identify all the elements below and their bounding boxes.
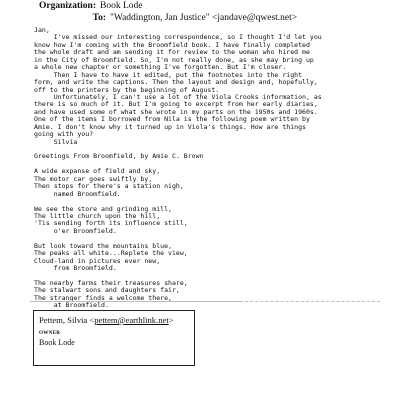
- letter-line: One of the items I borrowed from Nila is the following poem written by: [34, 115, 310, 124]
- letter-line: Then I have to have it edited, put the footnotes into the right: [34, 70, 303, 79]
- letter-line: a whole new chapter or something I've forgotten. But I'm closer.: [34, 63, 287, 72]
- signature-email-link[interactable]: pettem@earthlink.net: [94, 315, 169, 325]
- signature-box: [33, 310, 195, 366]
- signature-email-close: >: [168, 315, 174, 325]
- signature-name: [39, 315, 174, 325]
- signature-organization: Book Lode: [39, 338, 75, 347]
- letter-body: [34, 27, 384, 310]
- email-header: [38, 0, 297, 24]
- organization-label: Organization:: [39, 1, 96, 11]
- signature-owner-label: OWNER: [39, 330, 61, 336]
- letter-line: The little church upon the hill,: [34, 211, 161, 220]
- letter-line: The stranger finds a welcome there,: [34, 293, 172, 302]
- header-to-row: [38, 12, 297, 24]
- letter-line: named Broomfield.: [34, 189, 121, 198]
- letter-line: Cloud-land in pictures ever new,: [34, 256, 161, 265]
- letter-line: The stalwart sons and daughters fair,: [34, 286, 180, 295]
- letter-line: in the City of Broomfield. So, I'm not really done, as she may bring up: [34, 55, 314, 64]
- letter-line: Unfortunately, I can't use a lot of the Viola Crooks information, as: [34, 92, 322, 101]
- letter-line: The nearby farms their treasures share,: [34, 278, 188, 287]
- letter-line: Greetings From Broomfield, by Amie C. Brown: [34, 152, 204, 161]
- letter-line: Amie. I don't know why it turned up in Viola's things. How are things: [34, 122, 306, 131]
- letter-line: and have used some of what she wrote in my parts on the 1950s and 1960s.: [34, 107, 318, 116]
- letter-line: But look toward the mountains blue,: [34, 241, 172, 250]
- divider-dashed: [240, 301, 380, 302]
- header-organization-row: [38, 0, 297, 12]
- letter-line: Jan,: [34, 26, 50, 34]
- letter-line: The peaks all white...Replete the view,: [34, 249, 188, 258]
- letter-line: 'Tis sending forth its influence still,: [34, 219, 188, 228]
- letter-line: the whole draft and am sending it for review to the woman who hired me: [34, 48, 310, 57]
- letter-line: We see the store and grinding mill,: [34, 204, 172, 213]
- letter-line: form, and write the captions. Then the layout and design and, hopefully,: [34, 78, 318, 87]
- letter-line: A wide expanse of field and sky,: [34, 167, 161, 176]
- letter-line: at Broomfield.: [34, 301, 109, 310]
- letter-line: I've missed our interesting correspondence, so I thought I'd let you: [34, 33, 322, 42]
- divider-solid: [30, 301, 240, 302]
- to-value: "Waddington, Jan Justice" <jandave@qwest.net>: [110, 13, 298, 23]
- letter-line: know how I'm coming with the Broomfield book. I have finally completed: [34, 40, 310, 49]
- letter-line: going with you?: [34, 130, 94, 139]
- letter-line: Silvia: [34, 137, 78, 146]
- letter-line: off to the printers by the beginning of August.: [34, 85, 220, 94]
- letter-line: The motor car goes swiftly by,: [34, 174, 153, 183]
- letter-line: there is so much of it. But I'm going to excerpt from her early diaries,: [34, 100, 318, 109]
- letter-line: Then stops for there's a station nigh,: [34, 182, 184, 191]
- letter-line: from Broomfield.: [34, 264, 117, 272]
- organization-value: Book Lode: [100, 1, 143, 11]
- to-label: To:: [92, 13, 106, 23]
- signature-name-text: Pettem, Silvia <: [39, 315, 95, 325]
- letter-line: o'er Broomfield.: [34, 226, 117, 235]
